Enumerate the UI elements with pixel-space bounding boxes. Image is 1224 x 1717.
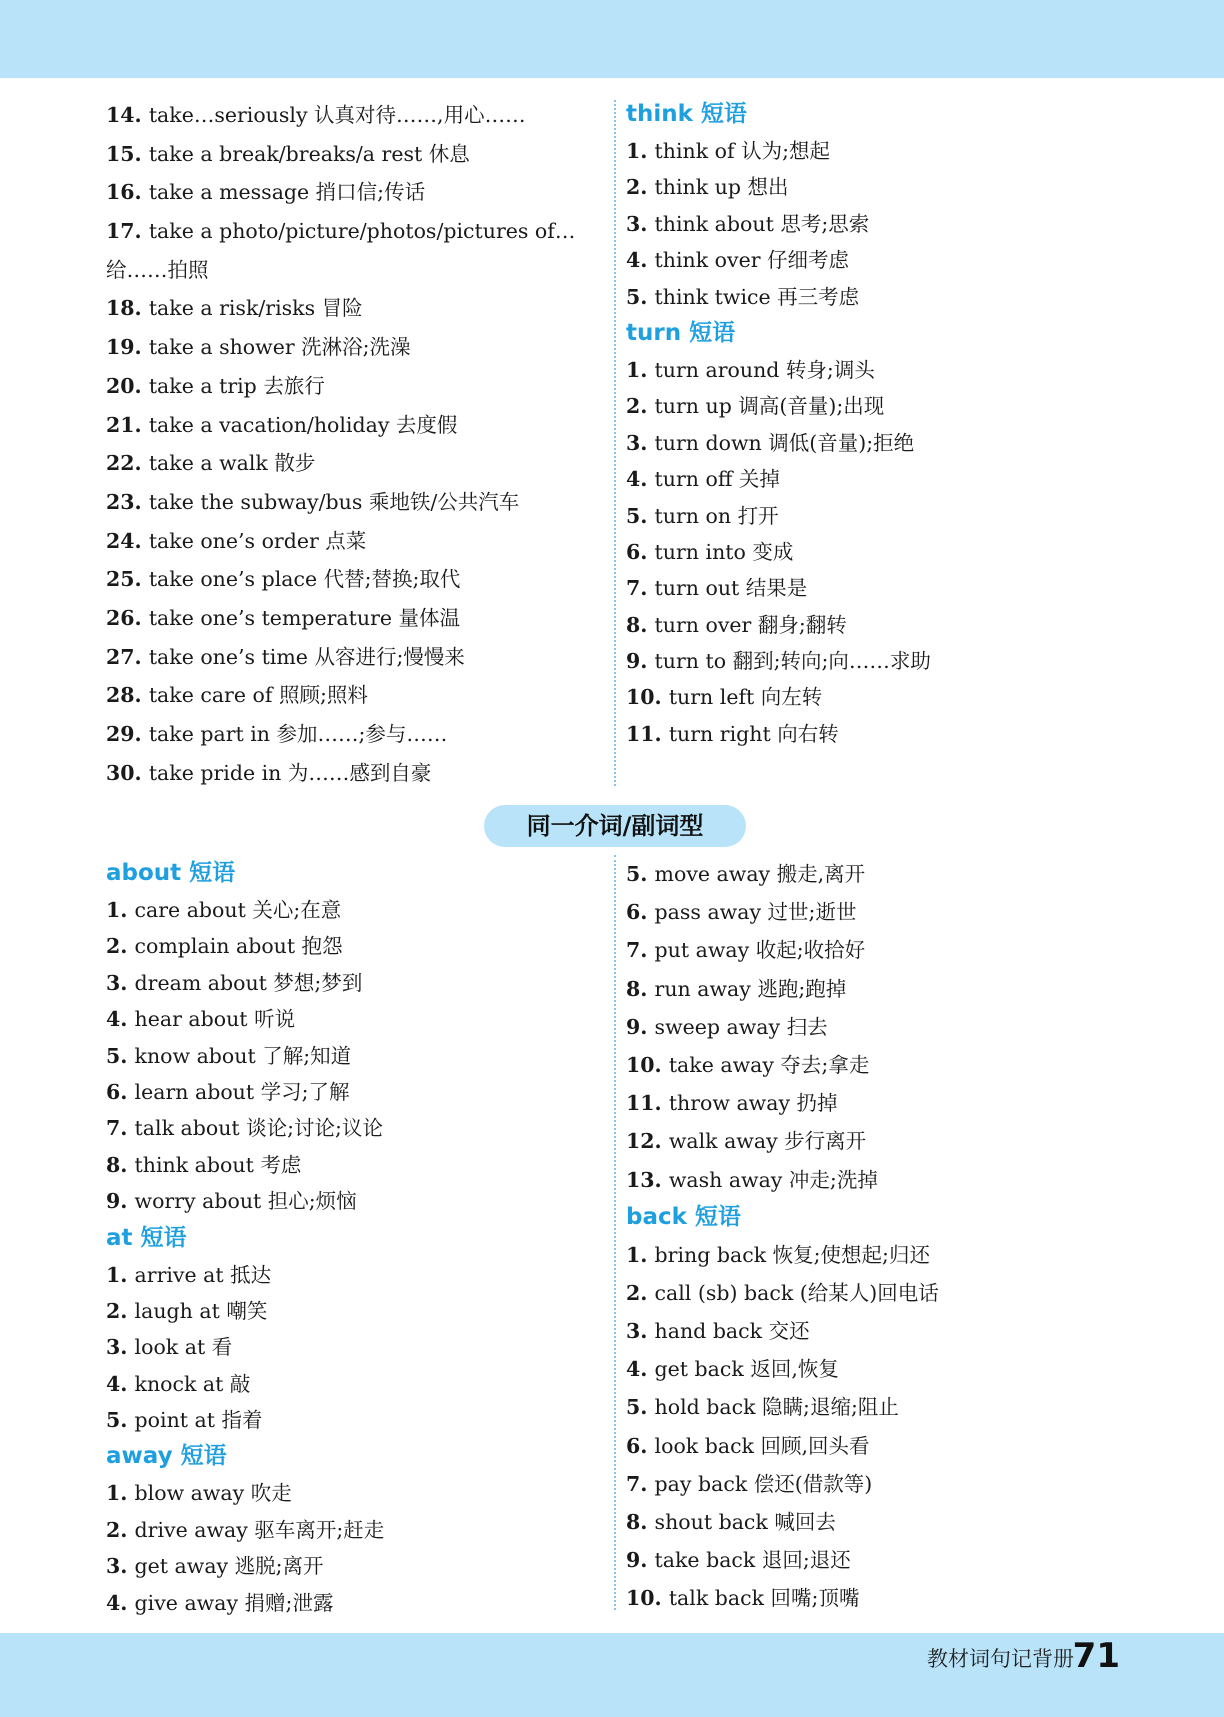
list-item: 25. take one’s place 代替;替换;取代 xyxy=(106,567,461,592)
list-item: 4. think over 仔细考虑 xyxy=(626,248,850,273)
about-at-away-column xyxy=(106,855,606,1621)
list-item: 13. wash away 冲走;洗掉 xyxy=(626,1167,878,1192)
list-item: 3. think about 思考;思索 xyxy=(626,211,870,236)
list-item: 10. talk back 回嘴;顶嘴 xyxy=(626,1586,860,1611)
section-heading-back: back 短语 xyxy=(626,1203,741,1230)
list-item: 6. learn about 学习;了解 xyxy=(106,1079,350,1104)
list-item: 2. turn up 调高(音量);出现 xyxy=(626,394,885,419)
list-item: 20. take a trip 去旅行 xyxy=(106,373,325,398)
section-heading-about: about 短语 xyxy=(106,860,236,886)
list-item: 3. hand back 交还 xyxy=(626,1319,810,1344)
list-item: 9. sweep away 扫去 xyxy=(626,1014,828,1039)
list-item: 9. take back 退回;退还 xyxy=(626,1548,851,1573)
page-number: 71 xyxy=(1072,1636,1120,1676)
list-item: 23. take the subway/bus 乘地铁/公共汽车 xyxy=(106,489,520,514)
list-item: 22. take a walk 散步 xyxy=(106,451,316,476)
list-item: 10. take away 夺去;拿走 xyxy=(626,1052,870,1077)
list-item: 2. complain about 抱怨 xyxy=(106,934,343,959)
list-item: 8. run away 逃跑;跑掉 xyxy=(626,976,847,1001)
list-item: 5. hold back 隐瞒;退缩;阻止 xyxy=(626,1395,899,1420)
list-item: 11. throw away 扔掉 xyxy=(626,1091,838,1116)
list-item: 1. arrive at 抵达 xyxy=(106,1262,272,1287)
top-band xyxy=(0,0,1224,78)
list-item: 3. get away 逃脱;离开 xyxy=(106,1554,324,1579)
list-item: 17. take a photo/picture/photos/pictures of… 给……拍照 xyxy=(106,219,576,282)
list-item: 12. walk away 步行离开 xyxy=(626,1129,867,1154)
list-item: 4. get back 返回,恢复 xyxy=(626,1357,839,1382)
list-item: 19. take a shower 洗淋浴;洗澡 xyxy=(106,335,411,360)
list-item: 18. take a risk/risks 冒险 xyxy=(106,296,363,321)
list-item: 5. move away 搬走,离开 xyxy=(626,862,866,886)
book-title: 教材词句记背册 xyxy=(927,1647,1074,1671)
list-item: 3. turn down 调低(音量);拒绝 xyxy=(626,430,915,455)
list-item: 5. point at 指着 xyxy=(106,1408,263,1433)
list-item: 30. take pride in 为……感到自豪 xyxy=(106,760,432,785)
list-item: 29. take part in 参加……;参与…… xyxy=(106,722,448,747)
list-item: 15. take a break/breaks/a rest 休息 xyxy=(106,141,470,166)
section-heading-away: away 短语 xyxy=(106,1443,227,1470)
list-item: 2. think up 想出 xyxy=(626,175,789,200)
list-item: 5. turn on 打开 xyxy=(626,503,779,528)
list-item: 7. put away 收起;收拾好 xyxy=(626,938,866,963)
list-item: 24. take one’s order 点菜 xyxy=(106,528,367,553)
think-turn-column xyxy=(626,96,1186,752)
list-item: 8. think about 考虑 xyxy=(106,1152,302,1177)
take-phrases-column xyxy=(106,96,606,792)
away-back-column xyxy=(626,855,1186,1618)
list-item: 1. care about 关心;在意 xyxy=(106,898,342,922)
list-item: 5. think twice 再三考虑 xyxy=(626,284,860,309)
list-item: 28. take care of 照顾;照料 xyxy=(106,683,368,708)
list-item: 4. turn off 关掉 xyxy=(626,467,780,492)
list-item: 27. take one’s time 从容进行;慢慢来 xyxy=(106,644,465,669)
list-item: 9. turn to 翻到;转向;向……求助 xyxy=(626,649,931,674)
list-item: 2. call (sb) back (给某人)回电话 xyxy=(626,1280,939,1305)
list-item: 6. pass away 过世;逝世 xyxy=(626,900,857,925)
list-item: 2. laugh at 嘲笑 xyxy=(106,1298,268,1323)
section-badge: 同一介词/副词型 xyxy=(484,805,746,847)
list-item: 7. turn out 结果是 xyxy=(626,576,808,601)
list-item: 7. pay back 偿还(借款等) xyxy=(626,1471,873,1496)
list-item: 1. turn around 转身;调头 xyxy=(626,357,875,382)
list-item: 7. talk about 谈论;讨论;议论 xyxy=(106,1116,383,1141)
column-divider-top xyxy=(614,100,616,786)
list-item: 5. know about 了解;知道 xyxy=(106,1043,352,1068)
list-item: 3. dream about 梦想;梦到 xyxy=(106,970,363,995)
list-item: 11. turn right 向右转 xyxy=(626,721,839,746)
section-heading-turn: turn 短语 xyxy=(626,319,736,346)
list-item: 1. blow away 吹走 xyxy=(106,1481,292,1506)
list-item: 2. drive away 驱车离开;赶走 xyxy=(106,1517,385,1542)
list-item: 4. give away 捐赠;泄露 xyxy=(106,1590,334,1615)
list-item: 8. shout back 喊回去 xyxy=(626,1510,836,1534)
list-item: 3. look at 看 xyxy=(106,1335,233,1360)
list-item: 6. look back 回顾,回头看 xyxy=(626,1433,870,1458)
section-heading-at: at 短语 xyxy=(106,1224,187,1251)
list-item: 21. take a vacation/holiday 去度假 xyxy=(106,412,458,437)
list-item: 4. knock at 敲 xyxy=(106,1371,251,1396)
list-item: 16. take a message 捎口信;传话 xyxy=(106,180,426,205)
list-item: 9. worry about 担心;烦恼 xyxy=(106,1189,357,1214)
list-item: 10. turn left 向左转 xyxy=(626,685,823,710)
list-item: 26. take one’s temperature 量体温 xyxy=(106,605,461,630)
list-item: 4. hear about 听说 xyxy=(106,1007,296,1032)
column-divider-bottom xyxy=(614,855,616,1610)
section-heading-think: think 短语 xyxy=(626,101,747,127)
list-item: 14. take…seriously 认真对待……,用心…… xyxy=(106,103,526,127)
list-item: 1. think of 认为;想起 xyxy=(626,139,831,163)
list-item: 8. turn over 翻身;翻转 xyxy=(626,612,847,637)
list-item: 6. turn into 变成 xyxy=(626,539,794,564)
list-item: 1. bring back 恢复;使想起;归还 xyxy=(626,1242,930,1267)
